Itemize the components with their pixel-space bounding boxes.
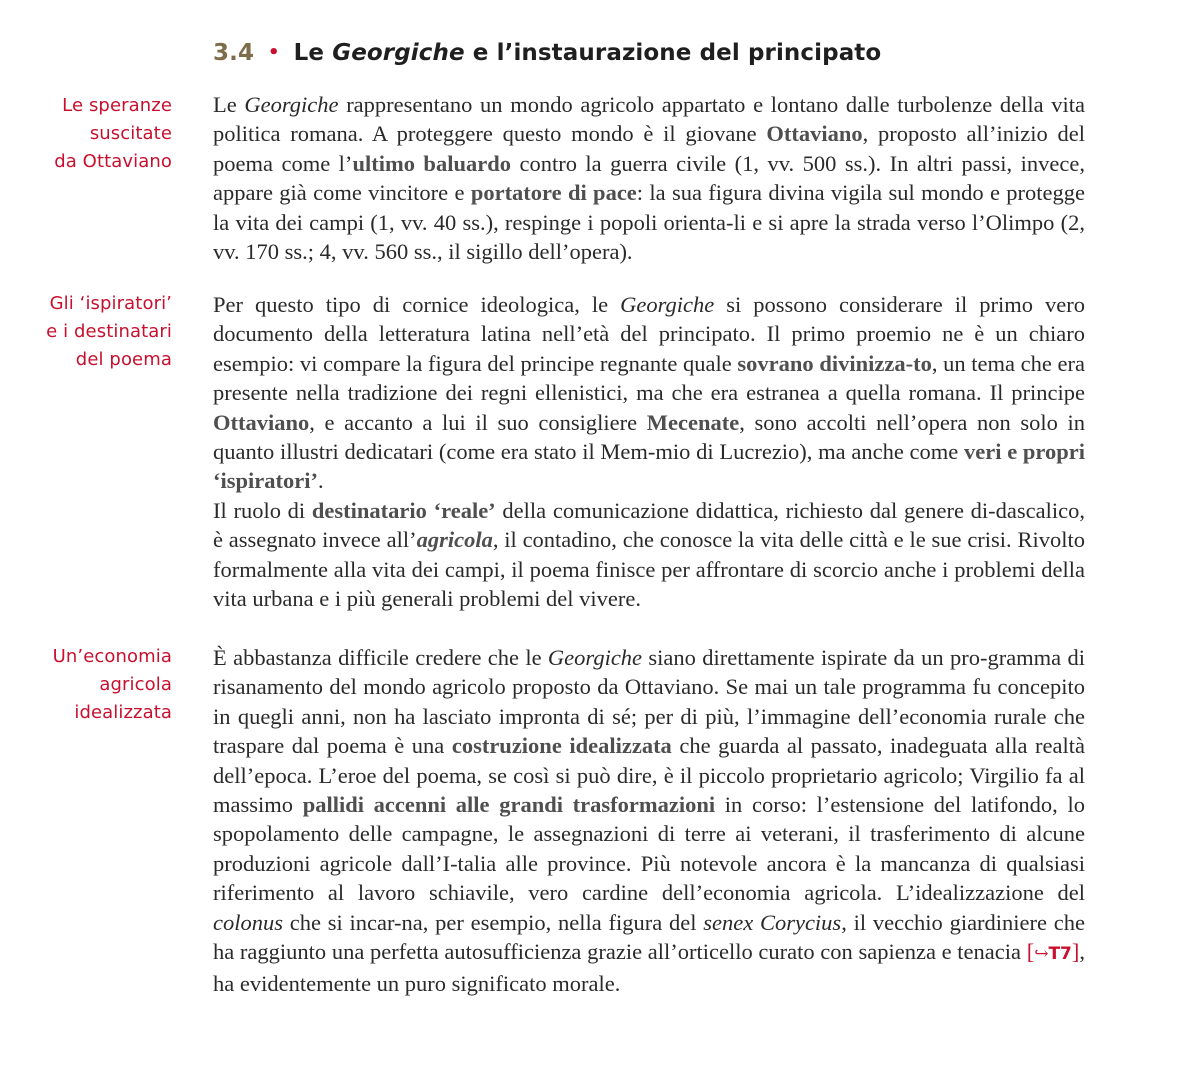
italic-term: colonus [213,909,283,935]
margin-note-line: Le speranze [62,95,172,116]
margin-note-speranze [20,92,172,176]
paragraph-3: È abbastanza difficile credere che le Georgiche siano direttamente ispirate da un pro-gramma di risanamento del mondo agricolo proposto da Ottaviano. Se mai un tale programma fu concepito in quegli anni, non ha lasciato impronta di sé; per di più, l’immagine dell’economia rurale che traspare dal poema è una costruzione idealizzata che guarda al passato, inadeguata alla realtà dell’epoca. L’eroe del poema, se così si può dire, è il piccolo proprietario agricolo; Virgilio fa al massimo pallidi accenni alle grandi trasformazioni in corso: l’estensione del latifondo, lo spopolamento delle campagne, le assegnazioni di terre ai veterani, il trasferimento di alcune produzioni agricole dall’I-talia alle province. Più notevole ancora è la mancanza di qualsiasi riferimento al lavoro schiavile, vero cardine dell’economia agricola. L’idealizzazione del colonus che si incar-na, per esempio, nella figura del senex Corycius, il vecchio giardiniere che ha raggiunto una perfetta autosufficienza grazie all’orticello curato con sapienza e tenacia [↪T7], ha evidentemente un puro significato morale. [213,645,1086,997]
section-title-pre: Le [293,40,333,66]
bold-term: costruzione idealizzata [451,733,672,759]
paragraph-1: Le Georgiche rappresentano un mondo agricolo appartato e lontano dalle turbolenze della vita politica romana. A proteggere questo mondo è il giovane Ottaviano, proposto all’inizio del poema come l’ultimo baluardo contro la guerra civile (1, vv. 500 ss.). In altri passi, invece, appare già come vincitore e portatore di pace: la sua figura divina vigila sul mondo e protegge la vita dei campi (1, vv. 40 ss.), respinge i popoli orienta-li e si apre la strada verso l’Olimpo (2, vv. 170 ss.; 4, vv. 560 ss., il sigillo dell’opera). [213,92,1085,265]
paragraph-2: Per questo tipo di cornice ideologica, le Georgiche si possono considerare il primo vero documento della letteratura latina nell’età del principato. Il primo proemio ne è un chiaro esempio: vi compare la figura del principe regnante quale sovrano divinizza-to, un tema che era presente nella tradizione dei regni ellenistici, ma che era estranea a quella romana. Il principe Ottaviano, e accanto a lui il suo consigliere Mecenate, sono accolti nell’opera non solo in quanto illustri dedicatari (come era stato il Mem-mio di Lucrezio), ma anche come veri e propri ‘ispiratori’. Il ruolo di destinatario ‘reale’ della comunicazione didattica, richiesto dal genere di-dascalico, è assegnato invece all’agricola, il contadino, che conosce la vita delle città e le sue crisi. Rivolto formalmente alla vita dei campi, il poema finisce per affrontare di scorcio anche i problemi della vita urbana e i più generali problemi del vivere. [213,292,1086,612]
margin-note-line: del poema [75,349,172,370]
italic-term: Georgiche [244,92,339,117]
margin-note-line: Un’economia [52,646,172,667]
cross-reference-link-t7[interactable]: [↪T7] [1026,939,1080,965]
bullet-icon: • [268,42,280,63]
section-title-italic: Georgiche [332,40,465,66]
bold-term: portatore di pace [470,180,637,206]
margin-note-line: e i destinatari [46,321,172,342]
section-number: 3.4 [213,40,255,66]
section-title-post: e l’instaurazione del principato [464,40,882,66]
italic-term: Georgiche [620,292,715,317]
cross-reference-label: T7 [1048,944,1072,965]
bold-italic-term: agricola [416,527,493,553]
bold-term: Ottaviano [213,409,310,435]
bold-term: veri e propri ‘ispiratori’ [213,439,1086,494]
margin-note-line: suscitate [89,123,172,144]
arrow-return-icon: ↪ [1034,944,1049,964]
margin-note-line: da Ottaviano [54,151,172,172]
bold-term: destinatario ‘reale’ [311,497,496,523]
bold-term: pallidi accenni alle grandi trasformazioni [302,792,716,818]
bold-term: Mecenate [646,409,740,435]
section-heading [213,40,881,66]
margin-note-line: agricola [99,674,172,695]
margin-note-economia [20,643,172,727]
margin-note-line: idealizzata [74,702,172,723]
italic-term: senex Corycius [703,909,842,935]
italic-term: Georgiche [547,645,643,670]
bold-term: ultimo baluardo [352,150,511,176]
bold-term: Ottaviano [766,121,863,147]
margin-note-ispiratori [20,290,172,374]
bold-term: sovrano divinizza-to [737,350,932,376]
margin-note-line: Gli ‘ispiratori’ [49,293,172,314]
